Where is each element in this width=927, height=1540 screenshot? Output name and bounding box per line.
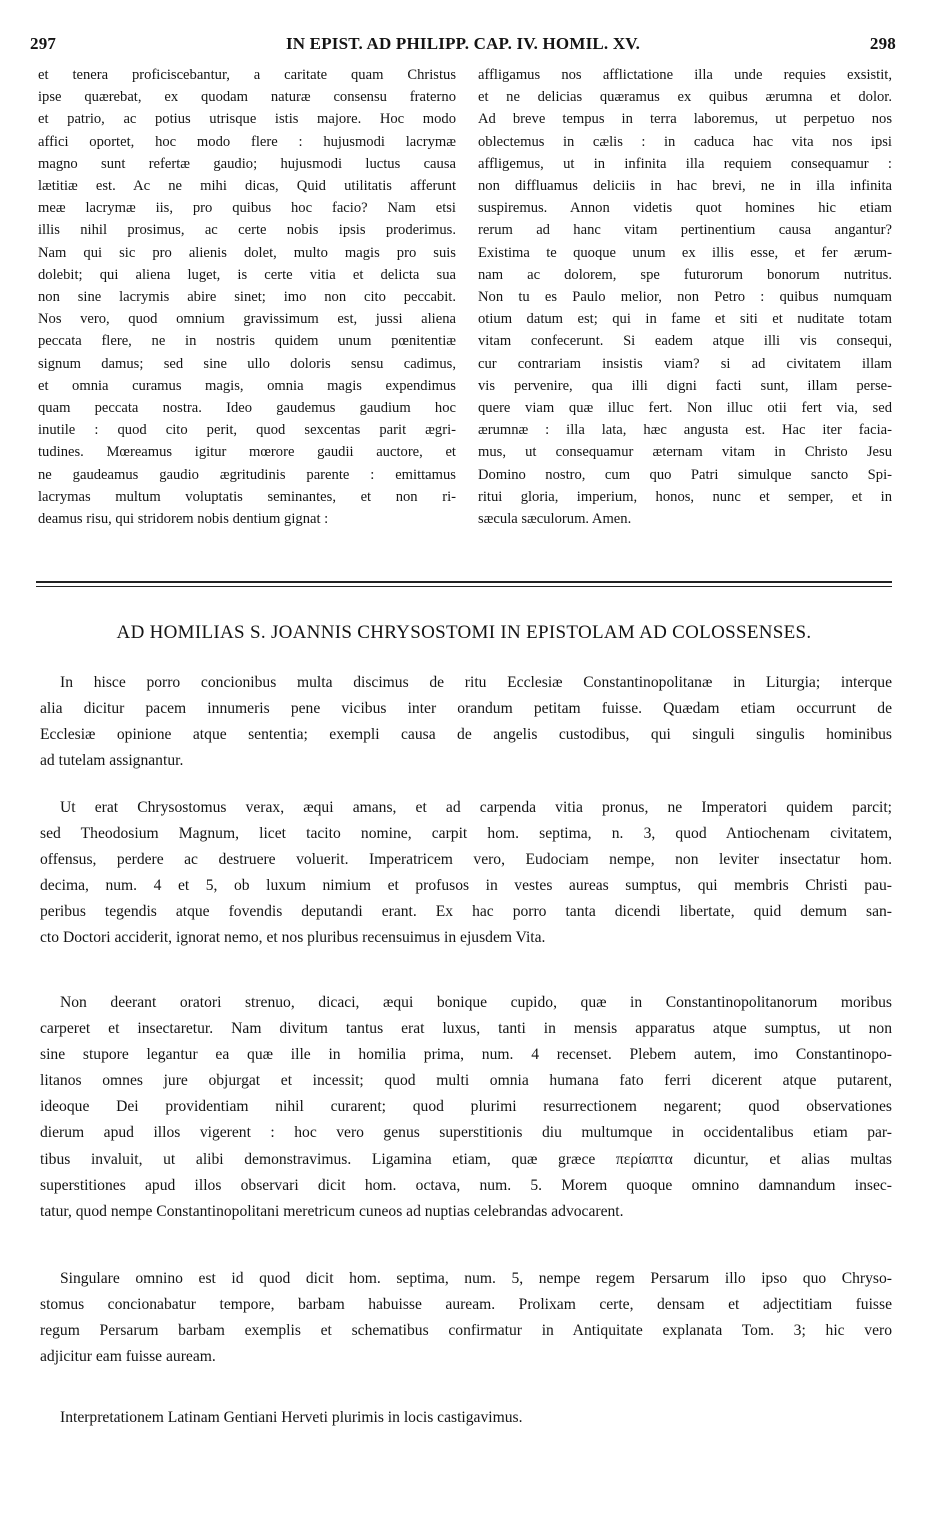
text-line: dolebit; qui aliena luget, is certe vitia et delicta sua [38,266,456,283]
running-head-title: IN EPIST. AD PHILIPP. CAP. IV. HOMIL. XV. [285,34,641,53]
paragraph-line: In hisce porro concionibus multa discimus de ritu Ecclesiæ Constantinopolitanæ in Liturgia; interque [60,674,892,691]
text-line: vis pervenire, qua illi digni facti sunt, illam perse- [478,377,892,394]
paragraph-line: litanos omnes jure objurgat et incessit; quod multi omnia humana fato ferri dicerent atque putarent, [40,1072,892,1090]
text-column-right [478,64,892,530]
text-line: peccata flere, ne in nostris quidem unum pœnitentiæ [38,333,456,350]
text-line: meæ lacrymæ iis, pro quibus hoc facio? Nam etsi [38,200,456,217]
text-line: lætitiæ est. Ac ne mihi dicas, Quid utilitatis afferunt [38,178,456,195]
text-line: et ne delicias quæramus ex quibus ærumna et dolor. [478,89,892,106]
text-line: suspiremus. Annon videtis quot homines hic etiam [478,200,892,217]
text-line: quam peccata nostra. Ideo gaudemus gaudium hoc [38,400,456,417]
paragraph [40,670,892,774]
paragraph-line: Non deerant oratori strenuo, dicaci, æqui bonique cupido, quæ in Constantinopolitanorum moribus [60,994,892,1011]
text-line: affici oportet, hoc modo flere : hujusmodi lacrymæ [38,133,456,150]
text-line: ipse quærebat, ex quodam naturæ consensu fraterno [38,89,456,106]
text-column-left [38,64,456,530]
text-line: signum damus; sed sine ullo doloris sensu cadimus, [38,355,456,372]
text-line: Domino nostro, cum quo Patri simulque sancto Spi- [478,466,892,483]
paragraph-line: dierum apud illos vigerent : hoc vero genus superstitionis diu multumque in occidentalibus etiam par- [40,1124,892,1142]
running-head [30,34,896,56]
paragraph [40,795,892,952]
paragraph-line: ad tutelam assignantur. [40,752,184,770]
divider-rule [36,581,892,583]
paragraph-line: sed Theodosium Magnum, licet tacito nomine, carpit hom. septima, n. 3, quod Antiochenam civitatem, [40,825,892,843]
paragraph [40,1266,892,1370]
text-line: affligemus, ut in infinita illa requiem consequamur : [478,155,892,172]
text-line: sæcula sæculorum. Amen. [478,511,632,528]
paragraph-line: alia dicitur pacem innumeris pene vicibus inter orandum petitam fuisse. Quædam etiam occurrunt de [40,700,892,718]
text-line: magno sunt refertæ gaudio; hujusmodi luctus causa [38,155,456,172]
paragraph-line: decima, num. 4 et 5, ob luxum nimium et profusos in vestes aureas sumptus, qui membris Christi pau- [40,877,892,895]
text-line: ærumnæ : illa lata, hæc angusta est. Hac iter facia- [478,422,892,439]
paragraph-line: tatur, quod nempe Constantinopolitani meretricum cuneos ad nuptias celebrandas advocarent. [40,1202,624,1220]
paragraph-line: regum Persarum barbam exemplis et schematibus confirmatur in Antiquitate explanata Tom. 3; hic vero [40,1322,892,1340]
text-line: quere viam quæ illuc fert. Non illuc otii fert via, sed [478,400,892,417]
text-line: inutile : quod cito perit, quod sexcentas parit ægri- [38,422,456,439]
text-line: et patrio, ac potius utrisque istis majore. Hoc modo [38,111,456,128]
page-number-left: 297 [30,34,57,53]
text-line: non diffluamus deliciis in hac brevi, ne in illa infinita [478,178,892,195]
text-line: lacrymas multum voluptatis seminantes, et non ri- [38,488,456,505]
paragraph-line: sine stupore legantur ea quæ ille in homilia prima, num. 4 recenset. Plebem autem, imo Constantinopo- [40,1046,892,1064]
paragraph-line: Ecclesiæ opinione atque sententia; exempli causa de angelis custodibus, qui singuli singulis hominibus [40,726,892,744]
text-line: mus, ut consequamur æternam vitam in Christo Jesu [478,444,892,461]
divider-rule [36,586,892,587]
paragraph-line: offensus, perdere ac destruere voluerit. Imperatricem vero, Eudociam nempe, non leviter insectatur hom. [40,851,892,869]
text-line: non sine lacrymis abire sinet; imo non cito peccabit. [38,289,456,306]
text-line: otium datum est; qui in fame et siti et nuditate totam [478,311,892,328]
paragraph-line: peribus tegendis atque fovendis deputandi erant. Ex hac porro tanta dicendi libertate, quid demum san- [40,903,892,921]
section-divider [36,581,892,590]
paragraph-line: stomus concionabatur tempore, barbam habuisse auream. Prolixam certe, densam et adjectitiam fuisse [40,1296,892,1314]
text-line: Nos vero, quod omnium gravissimum est, jussi aliena [38,311,456,328]
text-line: Non tu es Paulo melior, non Petro : quibus numquam [478,289,892,306]
text-line: nam ac dolorem, spe futurorum bonorum nutritus. [478,266,892,283]
text-line: Ad breve tempus in terra laboremus, ut perpetuo nos [478,111,892,128]
text-line: affligamus nos afflictatione illa unde requies exsistit, [478,67,892,83]
page-number-right: 298 [869,34,896,53]
paragraph-line: ideoque Dei providentiam nihil curarent; quod plurimi resurrectionem negarent; quod observationes [40,1098,892,1116]
text-line: ne gaudeamus gaudio ægritudinis parente : emittamus [38,466,456,483]
text-line: tudines. Mœreamus igitur mœrore gaudii auctore, et [38,444,456,461]
text-line: et omnia curamus magis, omnia magis expendimus [38,377,456,394]
paragraph-line: Ut erat Chrysostomus verax, æqui amans, et ad carpenda vitia pronus, ne Imperatori quidem parcit; [60,799,892,816]
text-line: ritui gloria, imperium, honos, nunc et semper, et in [478,488,892,505]
paragraph-line: carperet et insectaretur. Nam divitum tantus erat luxus, tanti in mensis apparatus atque sumptus, ut non [40,1020,892,1038]
section-title: AD HOMILIAS S. JOANNIS CHRYSOSTOMI IN EPISTOLAM AD COLOSSENSES. [116,622,812,643]
text-line: Existima te quoque unum ex illis esse, et fer ærum- [478,244,892,261]
text-line: Nam qui sic pro alienis dolet, multo magis pro suis [38,244,456,261]
text-line: cur contrariam insistis viam? si ad civitatem illam [478,355,892,372]
paragraph-line: Interpretationem Latinam Gentiani Herveti plurimis in locis castigavimus. [60,1409,523,1426]
text-line: et tenera proficiscebantur, a caritate quam Christus [38,67,456,83]
paragraph [40,1405,892,1431]
text-line: illis nihil prosimus, ac certe nobis ipsis proderimus. [38,222,456,239]
paragraph-line: Singulare omnino est id quod dicit hom. septima, num. 5, nempe regem Persarum illo ipso quo Chryso- [60,1270,892,1287]
paragraph-line: tibus invaluit, ut alibi demonstravimus. Ligamina etiam, quæ græce περίαπτα dicuntur, et alias multas [40,1150,892,1168]
paragraph-line: superstitiones apud illos observari dicit hom. octava, num. 5. Morem quoque omnino damnandum insec- [40,1176,892,1194]
text-line: rerum ad hanc vitam pertinentium causa angantur? [478,222,892,239]
paragraph [40,990,892,1225]
text-line: vitam confecerunt. Si eadem atque illi vis consequi, [478,333,892,350]
paragraph-line: cto Doctori acciderit, ignorat nemo, et nos pluribus recensuimus in ejusdem Vita. [40,929,546,947]
text-line: deamus risu, qui stridorem nobis dentium gignat : [38,511,329,528]
paragraph-line: adjicitur eam fuisse auream. [40,1348,216,1366]
text-line: oblectemus in cælis : in caduca hac vita nos ipsi [478,133,892,150]
